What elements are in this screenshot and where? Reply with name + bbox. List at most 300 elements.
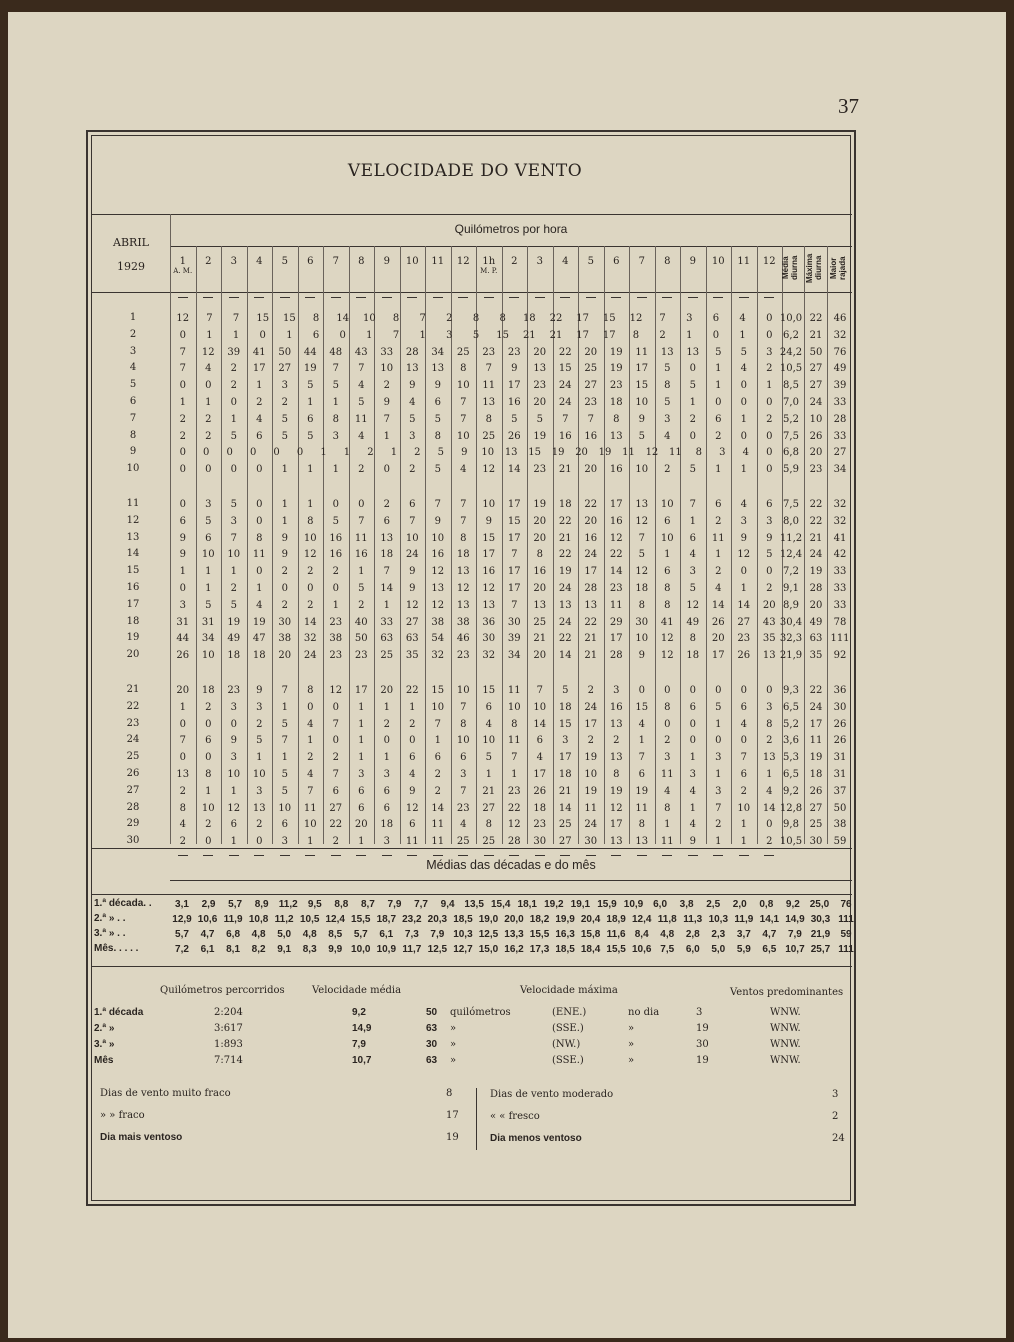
decades-bottom-rule — [92, 966, 852, 967]
day-number: 8 — [129, 429, 137, 441]
hour-value: 15 — [558, 718, 572, 730]
decade-value: 6,1 — [200, 944, 215, 955]
hour-value: 6 — [307, 413, 314, 425]
hour-value: 1 — [638, 735, 645, 747]
hour-value: 19 — [598, 447, 612, 459]
decade-value: 7,2 — [175, 944, 189, 955]
hour-value: 3 — [689, 769, 696, 780]
hour-value: 4 — [689, 785, 696, 797]
decade-value: 6,1 — [379, 929, 394, 940]
hour-label: 9 — [689, 256, 696, 267]
hour-value: 23 — [533, 380, 547, 392]
hour-value: 2 — [358, 464, 365, 476]
hour-value: 0 — [383, 464, 390, 476]
hour-value: 12 — [405, 802, 419, 814]
decade-value: 2,0 — [732, 899, 747, 910]
bottom-dash — [560, 855, 570, 856]
hour-value: 2 — [205, 413, 212, 425]
hour-value: 2 — [766, 413, 773, 425]
day-number: 23 — [126, 717, 140, 729]
hour-value: 1 — [715, 464, 722, 476]
hour-value: 26 — [507, 430, 521, 442]
hour-value: 2 — [434, 769, 441, 780]
hour-value: 22 — [507, 802, 521, 814]
hour-value: 12 — [635, 566, 649, 578]
daily-mean: 24,2 — [779, 346, 803, 358]
hour-value: 5 — [740, 346, 747, 358]
decade-value: 11,6 — [606, 929, 626, 940]
hour-value: 20 — [380, 685, 394, 696]
daily-mean: 21,9 — [779, 650, 803, 662]
header-dash — [229, 297, 239, 298]
summary-max: 30 — [426, 1039, 438, 1050]
daily-mean: 10,5 — [779, 836, 803, 848]
hour-value: 0 — [715, 397, 722, 408]
hour-value: 8 — [485, 819, 492, 831]
daily-max: 24 — [809, 549, 823, 561]
hour-value: 1 — [383, 752, 390, 764]
hour-value: 9 — [179, 549, 186, 561]
hour-value: 30 — [533, 836, 547, 848]
day-number: 9 — [129, 446, 137, 458]
hour-value: 13 — [686, 346, 700, 358]
hour-value: 20 — [762, 599, 776, 611]
hour-value: 14 — [558, 802, 572, 814]
hour-value: 1 — [205, 397, 212, 408]
hour-value: 25 — [482, 836, 496, 848]
hour-value: 5 — [689, 583, 696, 594]
hour-value: 63 — [405, 633, 419, 645]
hour-value: 7 — [511, 752, 518, 764]
decade-value: 20,0 — [504, 914, 524, 925]
hour-value: 3 — [179, 599, 186, 611]
hour-value: 5 — [536, 413, 543, 425]
hour-value: 6 — [383, 785, 390, 797]
hour-value: 5 — [511, 413, 518, 425]
hour-value: 22 — [558, 549, 572, 561]
year-label: 1929 — [117, 260, 145, 273]
hour-value: 2 — [256, 819, 263, 831]
hour-value: 13 — [533, 363, 547, 375]
hour-value: 0 — [179, 380, 186, 392]
summary-dir: (SSE.) — [552, 1023, 584, 1034]
decade-label: Mês. . . . . — [94, 943, 139, 954]
hour-value: 22 — [558, 633, 572, 645]
hour-value: 17 — [584, 718, 598, 730]
hour-value: 1 — [332, 397, 339, 408]
hour-value: 5 — [485, 752, 492, 764]
hour-value: 5 — [715, 346, 722, 358]
hour-value: 7 — [358, 363, 365, 375]
bottom-dash — [356, 855, 366, 856]
hour-value: 3 — [256, 701, 263, 713]
header-dash — [433, 297, 443, 298]
hour-value: 18 — [533, 802, 547, 814]
daily-mean: 5,2 — [783, 413, 799, 425]
hour-value: 19 — [584, 785, 598, 797]
hour-value: 4 — [307, 769, 314, 780]
hour-value: 2 — [740, 785, 747, 797]
hour-value: 19 — [252, 616, 266, 628]
day-number: 28 — [126, 801, 140, 813]
hour-value: 23 — [533, 819, 547, 831]
hour-value: 9 — [230, 735, 237, 747]
hour-value: 33 — [380, 346, 394, 358]
max-gust: 28 — [833, 413, 847, 425]
hour-header — [681, 256, 705, 284]
hour-value: 6 — [689, 532, 696, 544]
daily-mean: 6,5 — [783, 769, 799, 780]
hour-value: 14 — [303, 616, 317, 628]
summary-vento: WNW. — [770, 1023, 801, 1034]
hour-value: 5 — [472, 329, 480, 341]
hour-value: 20 — [533, 532, 547, 544]
decade-value: 6,0 — [685, 944, 700, 955]
hour-value: 0 — [715, 685, 722, 696]
bottom-dash — [433, 855, 443, 856]
header-dash — [739, 297, 749, 298]
hour-value: 0 — [256, 464, 263, 476]
hour-value: 14 — [609, 566, 623, 578]
hour-value: 14 — [336, 313, 350, 324]
hour-label: 3 — [230, 256, 237, 267]
hour-value: 17 — [576, 329, 589, 341]
hour-value: 12 — [227, 802, 241, 814]
max-gust: 31 — [833, 769, 847, 780]
hour-value: 2 — [307, 752, 314, 764]
hour-value: 4 — [409, 397, 416, 408]
hour-value: 0 — [332, 735, 339, 747]
decade-value: 12,5 — [478, 929, 499, 940]
hour-value: 21 — [558, 464, 572, 476]
decade-value: 16,3 — [555, 929, 575, 940]
decade-value: 5,0 — [711, 944, 726, 955]
hour-value: 6 — [715, 413, 722, 425]
decade-value: 8,9 — [254, 899, 269, 910]
hour-value: 1 — [307, 464, 314, 476]
table-title — [0, 161, 1014, 181]
hour-value: 12 — [609, 532, 623, 544]
hour-value: 23 — [507, 346, 521, 358]
hour-value: 1 — [307, 836, 314, 848]
hour-value: 1 — [256, 380, 263, 392]
hour-value: 0 — [715, 735, 722, 747]
daily-mean: 10,5 — [779, 363, 803, 375]
hour-value: 1 — [281, 464, 288, 476]
hour-value: 4 — [739, 313, 746, 324]
decade-value: 6,0 — [653, 899, 668, 910]
hour-value: 24 — [558, 616, 572, 628]
hour-value: 1 — [740, 583, 747, 594]
hour-value: 20 — [575, 447, 588, 459]
hour-label: 9 — [383, 256, 390, 267]
daily-mean: 3,6 — [783, 735, 799, 747]
hour-value: 0 — [205, 464, 212, 476]
hour-value: 0 — [230, 397, 237, 408]
hour-value: 17 — [507, 499, 521, 510]
hour-value: 2 — [715, 430, 722, 442]
hour-value: 16 — [609, 464, 623, 476]
max-gust: 26 — [833, 735, 847, 747]
daily-mean: 11,2 — [779, 532, 803, 544]
hour-value: 1 — [256, 752, 263, 764]
max-gust: 50 — [833, 802, 847, 814]
summary-label: 1.ª década — [94, 1007, 144, 1018]
hour-value: 10 — [660, 499, 674, 510]
hour-value: 7 — [587, 413, 594, 425]
hour-header — [400, 256, 424, 284]
max-gust: 26 — [833, 718, 847, 730]
hour-value: 4 — [256, 599, 263, 611]
hour-value: 7 — [419, 313, 426, 324]
hour-value: 3 — [409, 430, 416, 442]
daily-max: 21 — [809, 532, 823, 544]
hour-value: 15 — [558, 363, 572, 375]
hour-value: 5 — [332, 380, 339, 392]
hour-value: 8 — [392, 313, 400, 324]
decade-value: 5,7 — [228, 899, 243, 910]
hour-value: 28 — [609, 650, 623, 662]
hour-value: 22 — [558, 346, 572, 358]
decade-value: 10,3 — [453, 929, 473, 940]
hour-value: 4 — [766, 785, 773, 797]
hour-value: 2 — [205, 430, 212, 442]
day-number: 10 — [126, 463, 140, 475]
header-dash — [484, 297, 494, 298]
daily-max: 18 — [809, 769, 823, 780]
hour-value: 0 — [689, 430, 696, 442]
hour-value: 17 — [507, 380, 521, 392]
hour-value: 5 — [256, 735, 263, 747]
footer-left-label: Dias de vento muito fraco — [100, 1088, 231, 1099]
hour-value: 7 — [460, 499, 467, 510]
max-gust: 46 — [833, 313, 847, 324]
hour-value: 2 — [383, 499, 390, 510]
summary-km: 2:204 — [214, 1007, 243, 1018]
hour-value: 2 — [281, 566, 288, 578]
hour-value: 5 — [437, 447, 444, 459]
hour-value: 21 — [584, 633, 598, 645]
hour-value: 1 — [230, 413, 237, 425]
hour-value: 26 — [176, 650, 190, 662]
hour-value: 5 — [766, 549, 773, 561]
summary-header: Maior rajada — [829, 256, 847, 280]
hour-value: 6 — [230, 819, 237, 831]
hour-value: 21 — [558, 785, 572, 797]
hour-value: 7 — [689, 499, 696, 510]
summary-dia: 19 — [696, 1055, 709, 1066]
hour-value: 12 — [737, 549, 751, 561]
bottom-dash — [484, 855, 494, 856]
hour-value: 3 — [230, 701, 237, 713]
max-gust: 27 — [833, 447, 847, 459]
hour-value: 7 — [281, 685, 288, 696]
hour-value: 6 — [485, 701, 492, 713]
hour-value: 1 — [332, 464, 339, 476]
bottom-dash — [178, 855, 188, 856]
summary-dia: 19 — [696, 1023, 709, 1034]
hour-value: 18 — [558, 701, 572, 713]
decade-value: 16,2 — [504, 944, 524, 955]
hour-value: 24 — [584, 701, 598, 713]
hour-value: 0 — [179, 583, 186, 594]
hour-value: 3 — [281, 836, 288, 848]
hour-value: 63 — [380, 633, 394, 645]
hour-value: 13 — [456, 566, 470, 578]
hour-value: 3 — [613, 685, 620, 696]
hour-value: 8 — [511, 718, 518, 730]
hour-value: 13 — [609, 752, 623, 764]
hour-value: 2 — [766, 363, 773, 375]
hour-value: 11 — [482, 380, 496, 392]
hour-label: 2 — [205, 256, 212, 267]
bottom-dash — [458, 855, 468, 856]
summary-nodia: » — [628, 1055, 635, 1066]
hour-value: 0 — [766, 819, 773, 831]
hour-value: 12 — [201, 346, 215, 358]
hour-value: 1 — [230, 566, 237, 578]
hour-value: 2 — [414, 447, 421, 459]
hour-value: 12 — [660, 650, 674, 662]
summary-unit: » — [450, 1055, 457, 1066]
hour-value: 17 — [635, 363, 649, 375]
decade-value: 4,8 — [660, 929, 675, 940]
summary-vento: WNW. — [770, 1055, 801, 1066]
hour-value: 13 — [431, 583, 445, 594]
hour-value: 1 — [307, 499, 314, 510]
decade-value: 10,7 — [785, 944, 805, 955]
hour-value: 16 — [533, 566, 547, 578]
hour-value: 2 — [281, 397, 288, 408]
hour-value: 23 — [609, 583, 623, 594]
hour-value: 3 — [230, 752, 237, 764]
max-gust: 38 — [833, 819, 847, 831]
decade-value: 20,4 — [580, 914, 601, 925]
decade-value: 7,9 — [430, 929, 445, 940]
hour-value: 6 — [664, 515, 671, 527]
hour-value: 0 — [740, 380, 747, 392]
hour-value: 49 — [686, 616, 700, 628]
hour-value: 22 — [329, 819, 343, 831]
hour-value: 19 — [227, 616, 241, 628]
hour-value: 8 — [664, 583, 671, 594]
hour-value: 3 — [281, 380, 288, 392]
hour-value: 11 — [405, 836, 419, 848]
hour-value: 2 — [766, 735, 773, 747]
daily-max: 20 — [809, 599, 823, 611]
hour-label: 11 — [431, 256, 445, 267]
decade-value: 5,7 — [175, 929, 189, 940]
hour-value: 12 — [482, 583, 496, 594]
hour-value: 30 — [584, 836, 598, 848]
hour-value: 5 — [664, 363, 671, 375]
header-dash — [178, 297, 188, 298]
hour-value: 8 — [664, 802, 671, 814]
hour-value: 7 — [434, 718, 441, 730]
hour-value: 10 — [482, 735, 496, 747]
decade-value: 15,4 — [490, 899, 511, 910]
hour-value: 12 — [176, 313, 190, 324]
hour-value: 12 — [405, 599, 419, 611]
hour-label: 5 — [281, 256, 288, 267]
bottom-dash — [662, 855, 672, 856]
daily-max: 10 — [809, 413, 823, 425]
daily-max: 24 — [809, 397, 823, 408]
hour-value: 18 — [201, 685, 215, 696]
hour-value: 1 — [689, 515, 696, 527]
hour-value: 50 — [278, 346, 292, 358]
decade-value: 76 — [840, 899, 852, 910]
hour-value: 11 — [711, 532, 725, 544]
hour-header — [273, 256, 297, 284]
hour-value: 36 — [482, 616, 496, 628]
hour-value: 3 — [664, 413, 671, 425]
max-gust: 49 — [833, 363, 847, 375]
daily-max: 26 — [809, 430, 823, 442]
hour-value: 14 — [533, 718, 547, 730]
decade-value: 59 — [840, 929, 852, 940]
hour-value: 2 — [179, 836, 186, 848]
footer-left-label: » » fraco — [100, 1110, 145, 1121]
hour-value: 2 — [383, 380, 390, 392]
hour-value: 0 — [689, 685, 696, 696]
day-number: 14 — [126, 548, 140, 560]
hour-value: 13 — [482, 397, 496, 408]
hour-value: 1 — [664, 549, 671, 561]
hour-value: 5 — [689, 464, 696, 476]
hour-value: 11 — [609, 599, 623, 611]
hour-value: 8 — [307, 685, 314, 696]
hour-value: 8 — [638, 819, 645, 831]
decade-value: 9,1 — [277, 944, 292, 955]
decade-value: 12,4 — [631, 914, 652, 925]
bottom-dash — [331, 855, 341, 856]
hour-value: 12 — [629, 313, 643, 324]
hour-value: 11 — [660, 769, 674, 780]
hour-value: 27 — [737, 616, 751, 628]
hour-value: 17 — [609, 819, 623, 831]
hour-value: 0 — [296, 447, 304, 459]
hour-value: 12 — [686, 599, 700, 611]
hour-value: 0 — [409, 735, 416, 747]
hour-value: 3 — [766, 515, 773, 527]
daily-mean: 10,0 — [779, 313, 803, 324]
hour-label: 2 — [511, 256, 518, 267]
hour-value: 10 — [737, 802, 751, 814]
hour-value: 8 — [632, 329, 640, 341]
decade-value: 20,3 — [427, 914, 448, 925]
decade-value: 9,5 — [307, 899, 322, 910]
daily-max: 11 — [809, 735, 823, 747]
hour-value: 9 — [461, 447, 468, 459]
hour-label: 1h — [482, 256, 496, 267]
hour-label: 10 — [405, 256, 419, 267]
hour-value: 2 — [715, 515, 722, 527]
hour-value: 19 — [551, 447, 565, 459]
hour-value: 7 — [383, 566, 390, 578]
max-gust: 34 — [833, 464, 847, 476]
hour-value: 6 — [712, 313, 720, 324]
hour-value: 1 — [383, 430, 390, 442]
summary-media: 14,9 — [352, 1023, 372, 1034]
hour-value: 47 — [252, 633, 266, 645]
hour-value: 10 — [201, 549, 215, 561]
hour-value: 0 — [205, 752, 212, 764]
hour-value: 13 — [609, 836, 623, 848]
hour-header — [528, 256, 552, 284]
daily-max: 27 — [809, 363, 823, 375]
daily-mean: 7,5 — [783, 430, 799, 442]
